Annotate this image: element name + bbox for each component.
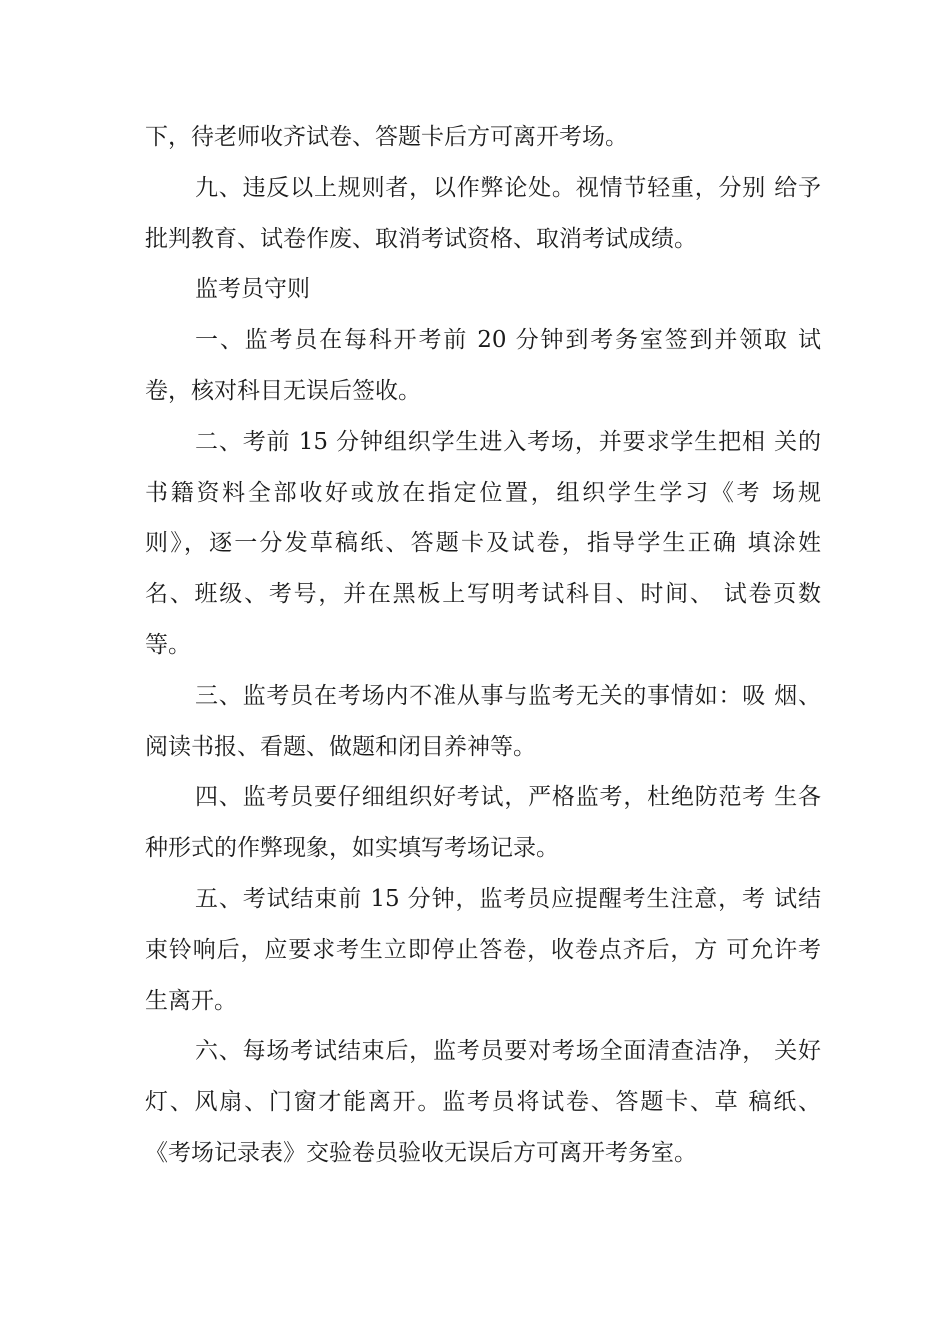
- text-line: 书籍资料全部收好或放在指定位置，组织学生学习《考 场规: [145, 479, 821, 506]
- text-line: 九、违反以上规则者，以作弊论处。视情节轻重，分别 给予: [195, 174, 821, 201]
- text-line: 《考场记录表》交验卷员验收无误后方可离开考务室。: [145, 1139, 697, 1166]
- text-line: 监考员守则: [195, 276, 310, 303]
- text-line: 下，待老师收齐试卷、答题卡后方可离开考场。: [145, 124, 628, 150]
- document-body: [145, 112, 821, 1179]
- text-line: 阅读书报、看题、做题和闭目养神等。: [145, 733, 536, 760]
- text-line: 批判教育、试卷作废、取消考试资格、取消考试成绩。: [145, 225, 697, 252]
- text-line: 六、每场考试结束后，监考员要对考场全面清查洁净， 关好: [195, 1038, 821, 1065]
- text-line: 三、监考员在考场内不准从事与监考无关的事情如：吸 烟、: [195, 682, 821, 709]
- text-line: 四、监考员要仔细组织好考试，严格监考，杜绝防范考 生各: [195, 784, 821, 811]
- text-line: 生离开。: [145, 987, 237, 1014]
- text-line: 种形式的作弊现象，如实填写考场记录。: [145, 835, 559, 862]
- text-line: 束铃响后，应要求考生立即停止答卷，收卷点齐后，方 可允许考: [145, 936, 821, 963]
- text-line: 等。: [145, 631, 191, 658]
- text-line: 则》，逐一分发草稿纸、答题卡及试卷，指导学生正确 填涂姓: [145, 530, 821, 557]
- text-line: 一、监考员在每科开考前 20 分钟到考务室签到并领取 试: [195, 327, 821, 354]
- text-line: 五、考试结束前 15 分钟，监考员应提醒考生注意，考 试结: [195, 885, 821, 912]
- text-line: 卷，核对科目无误后签收。: [145, 377, 421, 404]
- text-line: 二、考前 15 分钟组织学生进入考场，并要求学生把相 关的: [195, 428, 821, 455]
- text-line: 名、班级、考号，并在黑板上写明考试科目、时间、 试卷页数: [145, 581, 821, 608]
- text-line: 灯、风扇、门窗才能离开。监考员将试卷、答题卡、草 稿纸、: [145, 1089, 821, 1116]
